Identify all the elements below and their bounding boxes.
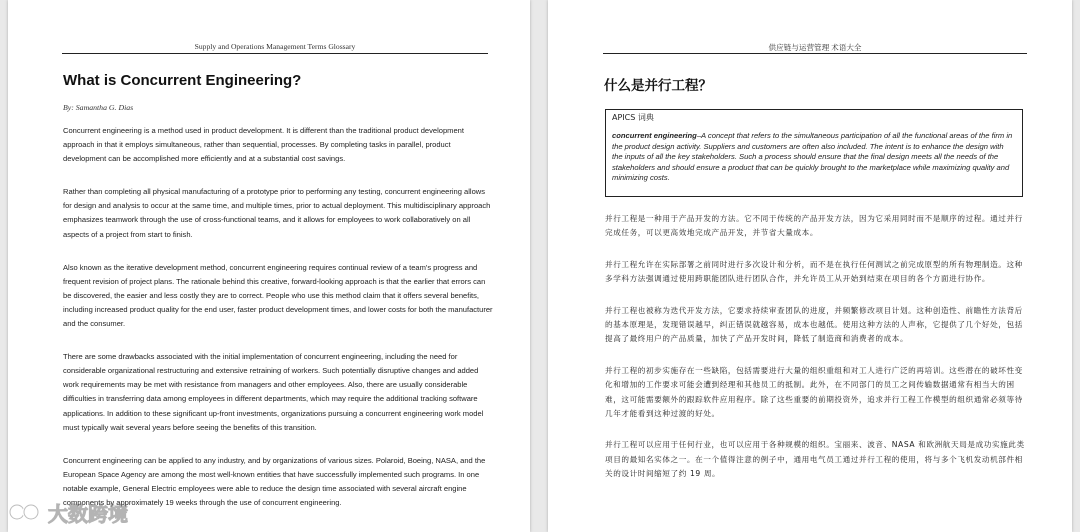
body-paragraph: Rather than completing all physical manufacturing of a prototype prior to performing any testing, concurrent engineering allows for design and analysis to occur at the same time, and multiple times, prior to actual deployment. This multidisciplinary approach emphasizes teamwork through the use of cross-functional teams, and it allows for employees to work collaboratively on all aspects of a project from start to finish.: [63, 187, 491, 239]
body-paragraph: 并行工程也被称为迭代开发方法，它要求持续审查团队的进度，并频繁修改项目计划。这种创造性、前瞻性方法背后的基本原理是，发现错误越早，纠正错误就越容易，成本也越低。使用这种方法的人声称，它提供了几个好处，包括提高了最终用户的产品质量，加快了产品开发时间，降低了制造商和消费者的成本。: [605, 305, 1023, 344]
body-paragraph: 并行工程的初步实施存在一些缺陷，包括需要进行大量的组织重组和对工人进行广泛的再培训。这些潜在的破坏性变化和增加的工作要求可能会遭到经理和其他员工的抵制。此外，在不同部门的员工之间传输数据通常有相当大的困难，这可能需要额外的跟踪软件应用程序。除了这些重要的前期投资外，追求并行工程工作模型的组织通常必须等待几年才能看到这种过渡的好处。: [605, 365, 1023, 419]
body-paragraph: 并行工程允许在实际部署之前同时进行多次设计和分析，而不是在执行任何测试之前完成原型的所有物理制造。这种多学科方法强调通过使用跨职能团队进行团队合作，并允许员工从开始到结束在项目的各个方面进行协作。: [605, 259, 1023, 284]
header-rule: [603, 53, 1027, 54]
body-paragraph: 并行工程是一种用于产品开发的方法。它不同于传统的产品开发方法，因为它采用同时而不是顺序的过程。通过并行完成任务，可以更高效地完成产品开发，并节省大量成本。: [605, 214, 1023, 238]
chinese-page: [548, 0, 1072, 532]
body-paragraph: Also known as the iterative development method, concurrent engineering requires continual review of a team's progress and frequent revision of project plans. The rationale behind this creative, forward-looking approach is that the earlier that errors can be discovered, the easier and less costly they are to correct. People who use this method claim that it offers several benefits, including increased product quality for the end user, faster product development times, and lower costs for both the manufacturer and the consumer.: [63, 262, 493, 329]
body-paragraph: Concurrent engineering can be applied to any industry, and by organizations of various sizes. Polaroid, Boeing, NASA, and the European Space Agency are among the most well-known entities that have successfully implemented such programs. In one notable example, General Electric employees were able to reduce the design time associated with several aircraft engine components by approximately 19 weeks through the use of concurrent engineering.: [63, 455, 486, 507]
byline-prefix: By:: [63, 103, 74, 112]
apics-definition-text: –A concept that refers to the simultaneous participation of all the functional areas of the firm in the product design activity. Suppliers and customers are often also included. The intent is to enhance the design with the inputs of all the key stakeholders. Such a process should ensure that the final design meets all the needs of the stakeholders and should ensure a product that can be quickly brought to the marketplace while maximizing quality and minimizing costs.: [612, 131, 1013, 183]
article-body: [63, 124, 493, 529]
body-paragraph: Concurrent engineering is a method used in product development. It is different than the traditional product development approach in that it employs simultaneous, rather than sequential, processes. By completing tasks in parallel, product development can be accomplished more efficiently and at a substantial cost savings.: [63, 126, 464, 164]
article-title: What is Concurrent Engineering?: [63, 72, 302, 89]
english-page: [8, 0, 530, 532]
article-title: 什么是并行工程？: [604, 78, 712, 94]
article-body: [605, 212, 1029, 499]
header-rule: [62, 53, 488, 54]
body-paragraph: There are some drawbacks associated with the initial implementation of concurrent engineering, including the need for considerable organizational restructuring and extensive retraining of workers. Such potentially disruptive changes and added work requirements may be met with resistance from managers and other employees. Also, there are usually considerable difficulties in transferring data among employees in different departments, which may require the additional tracking software applications. In addition to these significant up-front investments, organizations pursuing a concurrent engineering work model must typically wait several years before seeing the benefits of this transition.: [63, 352, 484, 432]
running-head: 供应链与运营管理 术语大全: [768, 43, 862, 52]
byline: [63, 103, 133, 112]
apics-term: concurrent engineering: [612, 131, 697, 140]
running-head: Supply and Operations Management Terms Glossary: [194, 42, 356, 51]
watermark: [8, 497, 128, 527]
body-paragraph: 并行工程可以应用于任何行业，也可以应用于各种规模的组织。宝丽来、波音、NASA 和欧洲航天局是成功实施此类项目的最知名实体之一。在一个值得注意的例子中，通用电气员工通过并行工程的使用，将与多个飞机发动机部件相关的设计时间缩短了约 19 周。: [605, 440, 1025, 479]
byline-author: Samantha G. Dias: [75, 103, 134, 112]
apics-definition-box: [605, 109, 1023, 197]
watermark-text: 大数跨境: [48, 501, 128, 526]
apics-definition: [612, 131, 1016, 184]
watermark-logo-icon: [8, 500, 42, 524]
apics-label: APICS 词典: [612, 113, 654, 122]
